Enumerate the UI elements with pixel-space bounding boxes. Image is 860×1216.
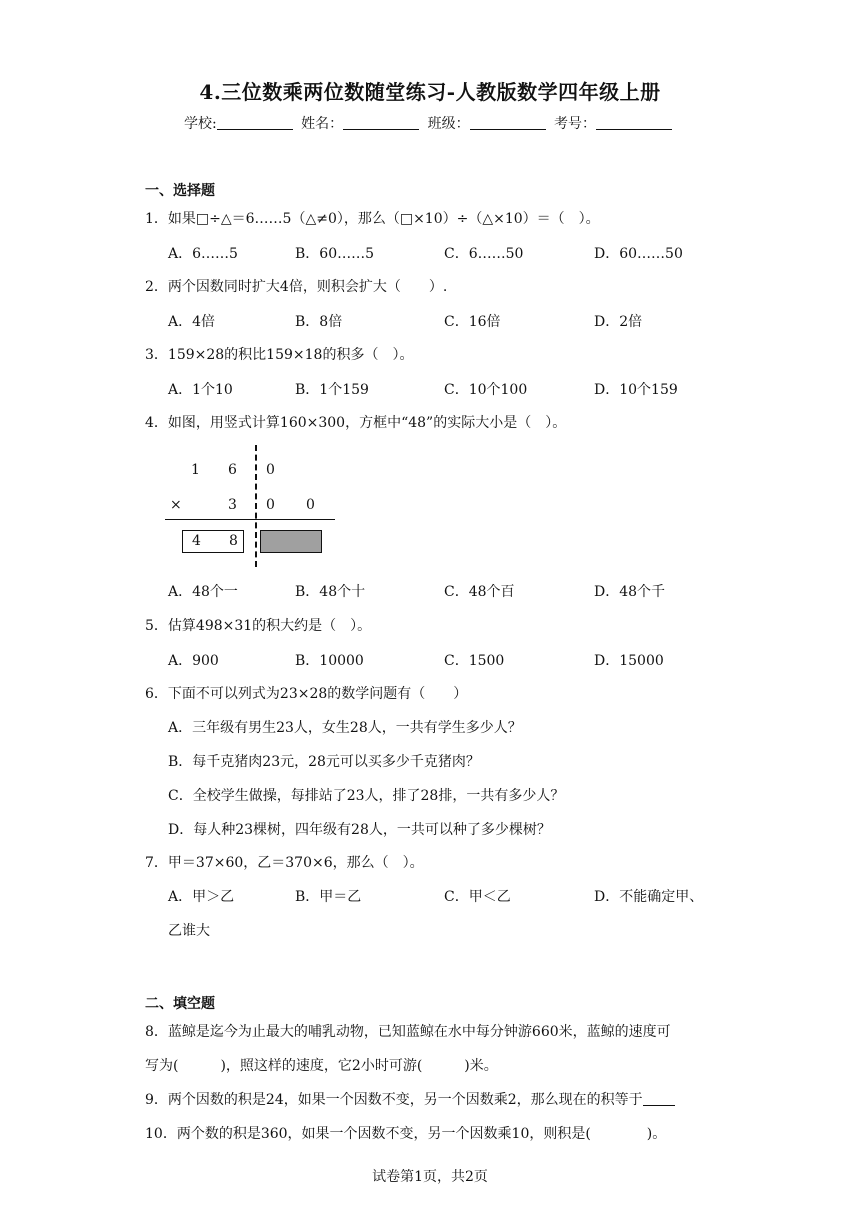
gray-box bbox=[260, 530, 322, 553]
q2-option-a[interactable]: A．4倍 bbox=[168, 314, 216, 330]
q4-option-a[interactable]: A．48个一 bbox=[168, 584, 238, 600]
q5-option-d[interactable]: D．15000 bbox=[594, 653, 664, 669]
q4-option-c[interactable]: C．48个百 bbox=[444, 584, 515, 600]
page-footer: 试卷第1页，共2页 bbox=[372, 1169, 488, 1185]
fig-digit: 8 bbox=[229, 533, 238, 549]
student-info-line bbox=[0, 113, 860, 133]
question-2-stem: 2．两个因数同时扩大4倍，则积会扩大（ ）. bbox=[145, 279, 448, 295]
exam-no-blank[interactable] bbox=[596, 115, 672, 130]
fig-digit: 4 bbox=[192, 533, 201, 549]
q1-option-d[interactable]: D．60……50 bbox=[594, 246, 683, 262]
q7-option-a[interactable]: A．甲＞乙 bbox=[168, 889, 235, 905]
fig-digit: 3 bbox=[228, 497, 237, 513]
multiply-sign: × bbox=[170, 497, 182, 513]
name-label: 姓名： bbox=[301, 116, 344, 132]
q1-option-a[interactable]: A．6……5 bbox=[168, 246, 238, 262]
q7-option-c[interactable]: C．甲＜乙 bbox=[444, 889, 511, 905]
q5-option-a[interactable]: A．900 bbox=[168, 653, 219, 669]
q7-option-d-continuation: 乙谁大 bbox=[168, 923, 210, 939]
q6-option-b[interactable]: B．每千克猪肉23元，28元可以买多少千克猪肉？ bbox=[168, 754, 480, 770]
class-blank[interactable] bbox=[470, 115, 546, 130]
question-8-line1: 8．蓝鲸是迄今为止最大的哺乳动物，已知蓝鲸在水中每分钟游660米，蓝鲸的速度可 bbox=[145, 1024, 671, 1040]
q4-option-d[interactable]: D．48个千 bbox=[594, 584, 666, 600]
q3-option-b[interactable]: B．1个159 bbox=[295, 382, 369, 398]
question-1-stem: 1．如果□÷△＝6……5（△≠0），那么（□×10）÷（△×10）＝（ ）。 bbox=[145, 211, 600, 227]
school-blank[interactable] bbox=[217, 115, 293, 130]
q1-option-c[interactable]: C．6……50 bbox=[444, 246, 524, 262]
fig-digit: 0 bbox=[266, 497, 275, 513]
school-label: 学校: bbox=[183, 116, 217, 132]
q2-option-b[interactable]: B．8倍 bbox=[295, 314, 343, 330]
q3-option-a[interactable]: A．1个10 bbox=[168, 382, 233, 398]
q3-option-c[interactable]: C．10个100 bbox=[444, 382, 528, 398]
figure-rule bbox=[165, 519, 335, 520]
fig-digit: 0 bbox=[306, 497, 315, 513]
q6-option-c[interactable]: C．全校学生做操，每排站了23人，排了28排，一共有多少人？ bbox=[168, 788, 565, 804]
q7-option-d[interactable]: D．不能确定甲、 bbox=[594, 889, 704, 905]
fig-digit: 1 bbox=[191, 462, 200, 478]
q5-option-b[interactable]: B．10000 bbox=[295, 653, 364, 669]
question-8-line2: 写为( )，照这样的速度，它2小时可游( )米。 bbox=[145, 1058, 498, 1074]
q2-option-c[interactable]: C．16倍 bbox=[444, 314, 501, 330]
class-label: 班级： bbox=[427, 116, 470, 132]
page-title: 4.三位数乘两位数随堂练习-人教版数学四年级上册 bbox=[199, 80, 661, 104]
question-4-stem: 4．如图，用竖式计算160×300，方框中“48”的实际大小是（ ）。 bbox=[145, 415, 567, 431]
question-5-stem: 5．估算498×31的积大约是（ ）。 bbox=[145, 618, 372, 634]
q5-option-c[interactable]: C．1500 bbox=[444, 653, 505, 669]
question-6-stem: 6．下面不可以列式为23×28的数学问题有（ ） bbox=[145, 686, 468, 702]
q6-option-a[interactable]: A．三年级有男生23人，女生28人，一共有学生多少人？ bbox=[168, 720, 522, 736]
q1-option-b[interactable]: B．60……5 bbox=[295, 246, 375, 262]
name-blank[interactable] bbox=[343, 115, 419, 130]
boxed-48 bbox=[182, 530, 244, 553]
question-9-stem bbox=[145, 1089, 675, 1109]
q7-option-b[interactable]: B．甲＝乙 bbox=[295, 889, 362, 905]
question-10-stem: 10．两个数的积是360，如果一个因数不变，另一个因数乘10，则积是( )。 bbox=[145, 1126, 667, 1142]
question-9-text: 9．两个因数的积是24，如果一个因数不变，另一个因数乘2，那么现在的积等于 bbox=[145, 1092, 643, 1108]
q2-option-d[interactable]: D．2倍 bbox=[594, 314, 643, 330]
fig-digit: 6 bbox=[228, 462, 237, 478]
figure-dashed-divider bbox=[255, 445, 257, 567]
section-fill-title: 二、填空题 bbox=[145, 996, 215, 1012]
vertical-multiplication-figure bbox=[160, 445, 350, 570]
question-7-stem: 7．甲＝37×60，乙＝370×6，那么（ ）。 bbox=[145, 855, 424, 871]
exam-no-label: 考号： bbox=[554, 116, 597, 132]
question-3-stem: 3．159×28的积比159×18的积多（ ）。 bbox=[145, 347, 414, 363]
q9-answer-blank[interactable] bbox=[643, 1092, 675, 1106]
q4-option-b[interactable]: B．48个十 bbox=[295, 584, 366, 600]
section-choice-title: 一、选择题 bbox=[145, 183, 215, 199]
fig-digit: 0 bbox=[266, 462, 275, 478]
q6-option-d[interactable]: D．每人种23棵树，四年级有28人，一共可以种了多少棵树？ bbox=[168, 822, 551, 838]
q3-option-d[interactable]: D．10个159 bbox=[594, 382, 678, 398]
